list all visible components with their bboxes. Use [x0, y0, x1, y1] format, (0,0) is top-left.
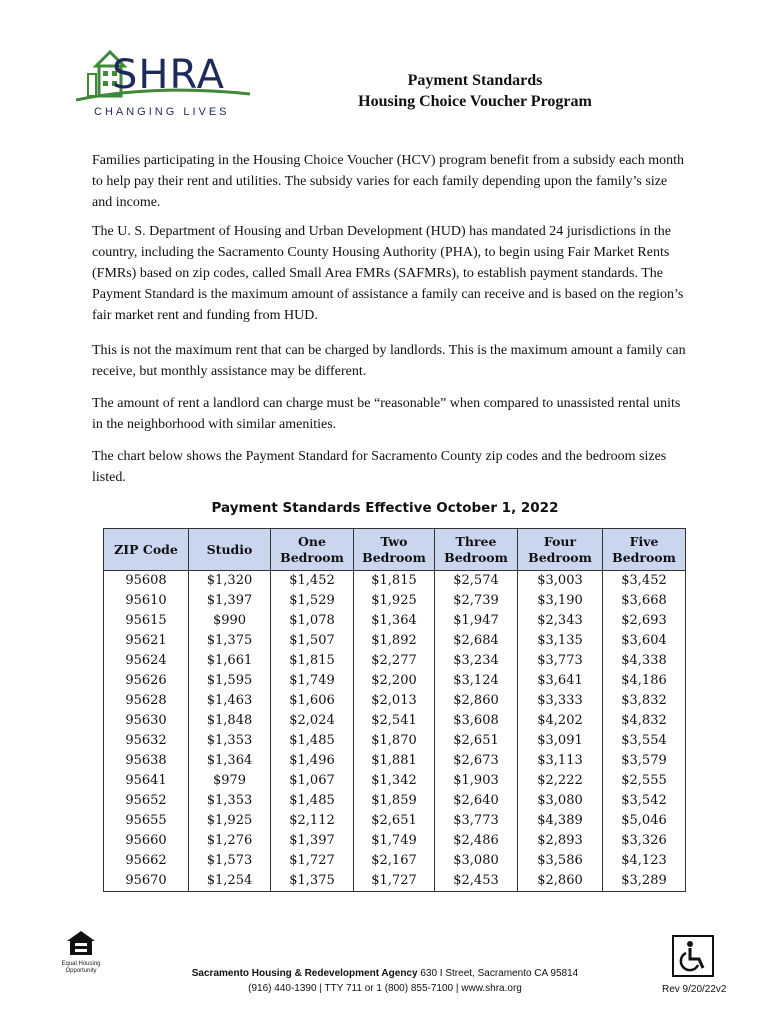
table-row: [104, 771, 686, 791]
table-row: [104, 591, 686, 611]
payment-cell: $2,640: [435, 791, 518, 811]
payment-cell: $1,903: [435, 771, 518, 791]
payment-cell: $1,859: [354, 791, 435, 811]
equal-housing-icon: [66, 930, 96, 956]
table-row: [104, 871, 686, 892]
table-header-row: [104, 529, 686, 571]
zip-code-cell: 95608: [104, 571, 189, 592]
zip-code-cell: 95670: [104, 871, 189, 892]
table-row: [104, 851, 686, 871]
payment-cell: $3,452: [603, 571, 686, 592]
table-row: [104, 611, 686, 631]
payment-cell: $3,135: [518, 631, 603, 651]
wheelchair-icon: [674, 937, 712, 975]
payment-cell: $2,693: [603, 611, 686, 631]
title-line-1: Payment Standards: [407, 72, 543, 89]
payment-cell: $3,586: [518, 851, 603, 871]
payment-cell: $1,485: [271, 791, 354, 811]
payment-cell: $2,574: [435, 571, 518, 592]
payment-cell: $1,815: [354, 571, 435, 592]
header-studio: Studio: [189, 529, 271, 571]
payment-cell: $1,749: [354, 831, 435, 851]
payment-cell: $2,860: [435, 691, 518, 711]
payment-cell: $1,595: [189, 671, 271, 691]
payment-cell: $3,124: [435, 671, 518, 691]
payment-cell: $3,773: [435, 811, 518, 831]
payment-cell: $4,832: [603, 711, 686, 731]
payment-cell: $3,113: [518, 751, 603, 771]
payment-cell: $3,773: [518, 651, 603, 671]
zip-code-cell: 95615: [104, 611, 189, 631]
table-row: [104, 691, 686, 711]
payment-cell: $1,364: [189, 751, 271, 771]
payment-cell: $1,364: [354, 611, 435, 631]
table-row: [104, 791, 686, 811]
payment-cell: $2,651: [435, 731, 518, 751]
zip-code-cell: 95655: [104, 811, 189, 831]
payment-cell: $2,277: [354, 651, 435, 671]
payment-cell: $1,727: [354, 871, 435, 892]
payment-cell: $1,892: [354, 631, 435, 651]
payment-cell: $990: [189, 611, 271, 631]
payment-cell: $3,604: [603, 631, 686, 651]
footer-address: 630 I Street, Sacramento CA 95814: [420, 968, 579, 979]
table-row: [104, 751, 686, 771]
logo-tagline: CHANGING LIVES: [94, 106, 230, 118]
payment-cell: $5,046: [603, 811, 686, 831]
payment-cell: $4,338: [603, 651, 686, 671]
payment-cell: $1,463: [189, 691, 271, 711]
header-two-bedroom: Two Bedroom: [354, 529, 435, 571]
payment-cell: $1,947: [435, 611, 518, 631]
payment-cell: $4,389: [518, 811, 603, 831]
footer: [150, 966, 620, 996]
payment-cell: $1,925: [189, 811, 271, 831]
intro-paragraph: Families participating in the Housing Choice Voucher (HCV) program benefit from a subsidy each month to help pay their rent and utilities. The subsidy varies for each family depending upon the family’s size and income.: [92, 153, 685, 210]
payment-cell: $1,452: [271, 571, 354, 592]
payment-cell: $2,893: [518, 831, 603, 851]
payment-cell: $1,529: [271, 591, 354, 611]
chart-intro-paragraph: The chart below shows the Payment Standard for Sacramento County zip codes and the bedroom sizes listed.: [92, 449, 667, 485]
zip-code-cell: 95660: [104, 831, 189, 851]
table-row: [104, 651, 686, 671]
zip-code-cell: 95630: [104, 711, 189, 731]
payment-cell: $1,848: [189, 711, 271, 731]
payment-cell: $1,749: [271, 671, 354, 691]
payment-cell: $4,186: [603, 671, 686, 691]
zip-code-cell: 95632: [104, 731, 189, 751]
payment-cell: $2,453: [435, 871, 518, 892]
payment-cell: $4,202: [518, 711, 603, 731]
payment-cell: $1,881: [354, 751, 435, 771]
payment-cell: $3,542: [603, 791, 686, 811]
footer-agency: Sacramento Housing & Redevelopment Agency: [191, 968, 418, 979]
zip-code-cell: 95641: [104, 771, 189, 791]
payment-cell: $3,091: [518, 731, 603, 751]
table-row: [104, 711, 686, 731]
payment-cell: $3,234: [435, 651, 518, 671]
table-row: [104, 731, 686, 751]
logo-wordmark: SHRA: [112, 52, 226, 98]
payment-cell: $2,739: [435, 591, 518, 611]
header-one-bedroom: One Bedroom: [271, 529, 354, 571]
table-row: [104, 811, 686, 831]
payment-cell: $2,860: [518, 871, 603, 892]
payment-cell: $2,013: [354, 691, 435, 711]
accessibility-icon: [672, 935, 714, 977]
table-row: [104, 571, 686, 592]
payment-cell: $3,554: [603, 731, 686, 751]
payment-cell: $3,641: [518, 671, 603, 691]
header-three-bedroom: Three Bedroom: [435, 529, 518, 571]
table-row: [104, 831, 686, 851]
reasonable-rent-paragraph: The amount of rent a landlord can charge must be “reasonable” when compared to unassisted rental units in the neighborhood with similar amenities.: [92, 396, 681, 432]
zip-code-cell: 95652: [104, 791, 189, 811]
payment-cell: $3,608: [435, 711, 518, 731]
payment-cell: $1,254: [189, 871, 271, 892]
payment-cell: $3,326: [603, 831, 686, 851]
table-row: [104, 671, 686, 691]
shra-logo: [74, 48, 264, 124]
eho-line-2: Opportunity: [65, 968, 97, 974]
payment-cell: $3,003: [518, 571, 603, 592]
table-row: [104, 631, 686, 651]
payment-cell: $979: [189, 771, 271, 791]
payment-cell: $2,167: [354, 851, 435, 871]
zip-code-cell: 95628: [104, 691, 189, 711]
payment-cell: $3,080: [435, 851, 518, 871]
title-line-2: Housing Choice Voucher Program: [358, 93, 592, 110]
payment-cell: $2,200: [354, 671, 435, 691]
payment-cell: $2,651: [354, 811, 435, 831]
payment-cell: $1,397: [189, 591, 271, 611]
payment-cell: $1,661: [189, 651, 271, 671]
payment-cell: $4,123: [603, 851, 686, 871]
payment-cell: $3,579: [603, 751, 686, 771]
payment-cell: $2,555: [603, 771, 686, 791]
payment-cell: $1,925: [354, 591, 435, 611]
zip-code-cell: 95610: [104, 591, 189, 611]
payment-cell: $2,684: [435, 631, 518, 651]
payment-cell: $1,496: [271, 751, 354, 771]
zip-code-cell: 95621: [104, 631, 189, 651]
zip-code-cell: 95638: [104, 751, 189, 771]
header-zip-code: ZIP Code: [104, 529, 189, 571]
equal-housing-logo: [60, 930, 102, 975]
payment-cell: $1,815: [271, 651, 354, 671]
payment-cell: $1,485: [271, 731, 354, 751]
payment-cell: $1,870: [354, 731, 435, 751]
payment-cell: $2,541: [354, 711, 435, 731]
footer-contact: (916) 440-1390 | TTY 711 or 1 (800) 855-7100 | www.shra.org: [248, 983, 522, 994]
payment-cell: $1,573: [189, 851, 271, 871]
header-four-bedroom: Four Bedroom: [518, 529, 603, 571]
payment-cell: $3,190: [518, 591, 603, 611]
payment-cell: $1,397: [271, 831, 354, 851]
revision-label: Rev 9/20/22v2: [662, 984, 727, 995]
hud-paragraph: The U. S. Department of Housing and Urban Development (HUD) has mandated 24 jurisdictions in the country, including the Sacramento County Housing Authority (PHA), to begin using Fair Market Rents (FMRs) based on zip codes, called Small Area FMRs (SAFMRs), to establish payment standards. The Payment Standard is the maximum amount of assistance a family can receive and is based on the region’s fair market rent and funding from HUD.: [92, 224, 684, 323]
payment-cell: $3,080: [518, 791, 603, 811]
payment-cell: $1,342: [354, 771, 435, 791]
max-rent-paragraph: This is not the maximum rent that can be charged by landlords. This is the maximum amount a family can receive, but monthly assistance may be different.: [92, 343, 686, 379]
header-five-bedroom: Five Bedroom: [603, 529, 686, 571]
payment-cell: $1,606: [271, 691, 354, 711]
payment-standards-table: [103, 528, 686, 892]
zip-code-cell: 95662: [104, 851, 189, 871]
payment-cell: $3,289: [603, 871, 686, 892]
eho-line-1: Equal Housing: [61, 961, 101, 967]
payment-cell: $2,024: [271, 711, 354, 731]
payment-cell: $2,222: [518, 771, 603, 791]
payment-cell: $1,375: [189, 631, 271, 651]
payment-cell: $1,276: [189, 831, 271, 851]
payment-cell: $1,507: [271, 631, 354, 651]
zip-code-cell: 95626: [104, 671, 189, 691]
payment-cell: $1,320: [189, 571, 271, 592]
page-title: [320, 70, 630, 112]
payment-cell: $2,343: [518, 611, 603, 631]
payment-cell: $3,333: [518, 691, 603, 711]
payment-cell: $2,673: [435, 751, 518, 771]
payment-cell: $1,375: [271, 871, 354, 892]
payment-cell: $1,078: [271, 611, 354, 631]
payment-cell: $1,353: [189, 791, 271, 811]
payment-cell: $3,832: [603, 691, 686, 711]
payment-cell: $3,668: [603, 591, 686, 611]
payment-cell: $2,486: [435, 831, 518, 851]
payment-cell: $1,067: [271, 771, 354, 791]
payment-cell: $2,112: [271, 811, 354, 831]
payment-cell: $1,727: [271, 851, 354, 871]
zip-code-cell: 95624: [104, 651, 189, 671]
table-caption: Payment Standards Effective October 1, 2022: [211, 500, 559, 516]
payment-cell: $1,353: [189, 731, 271, 751]
